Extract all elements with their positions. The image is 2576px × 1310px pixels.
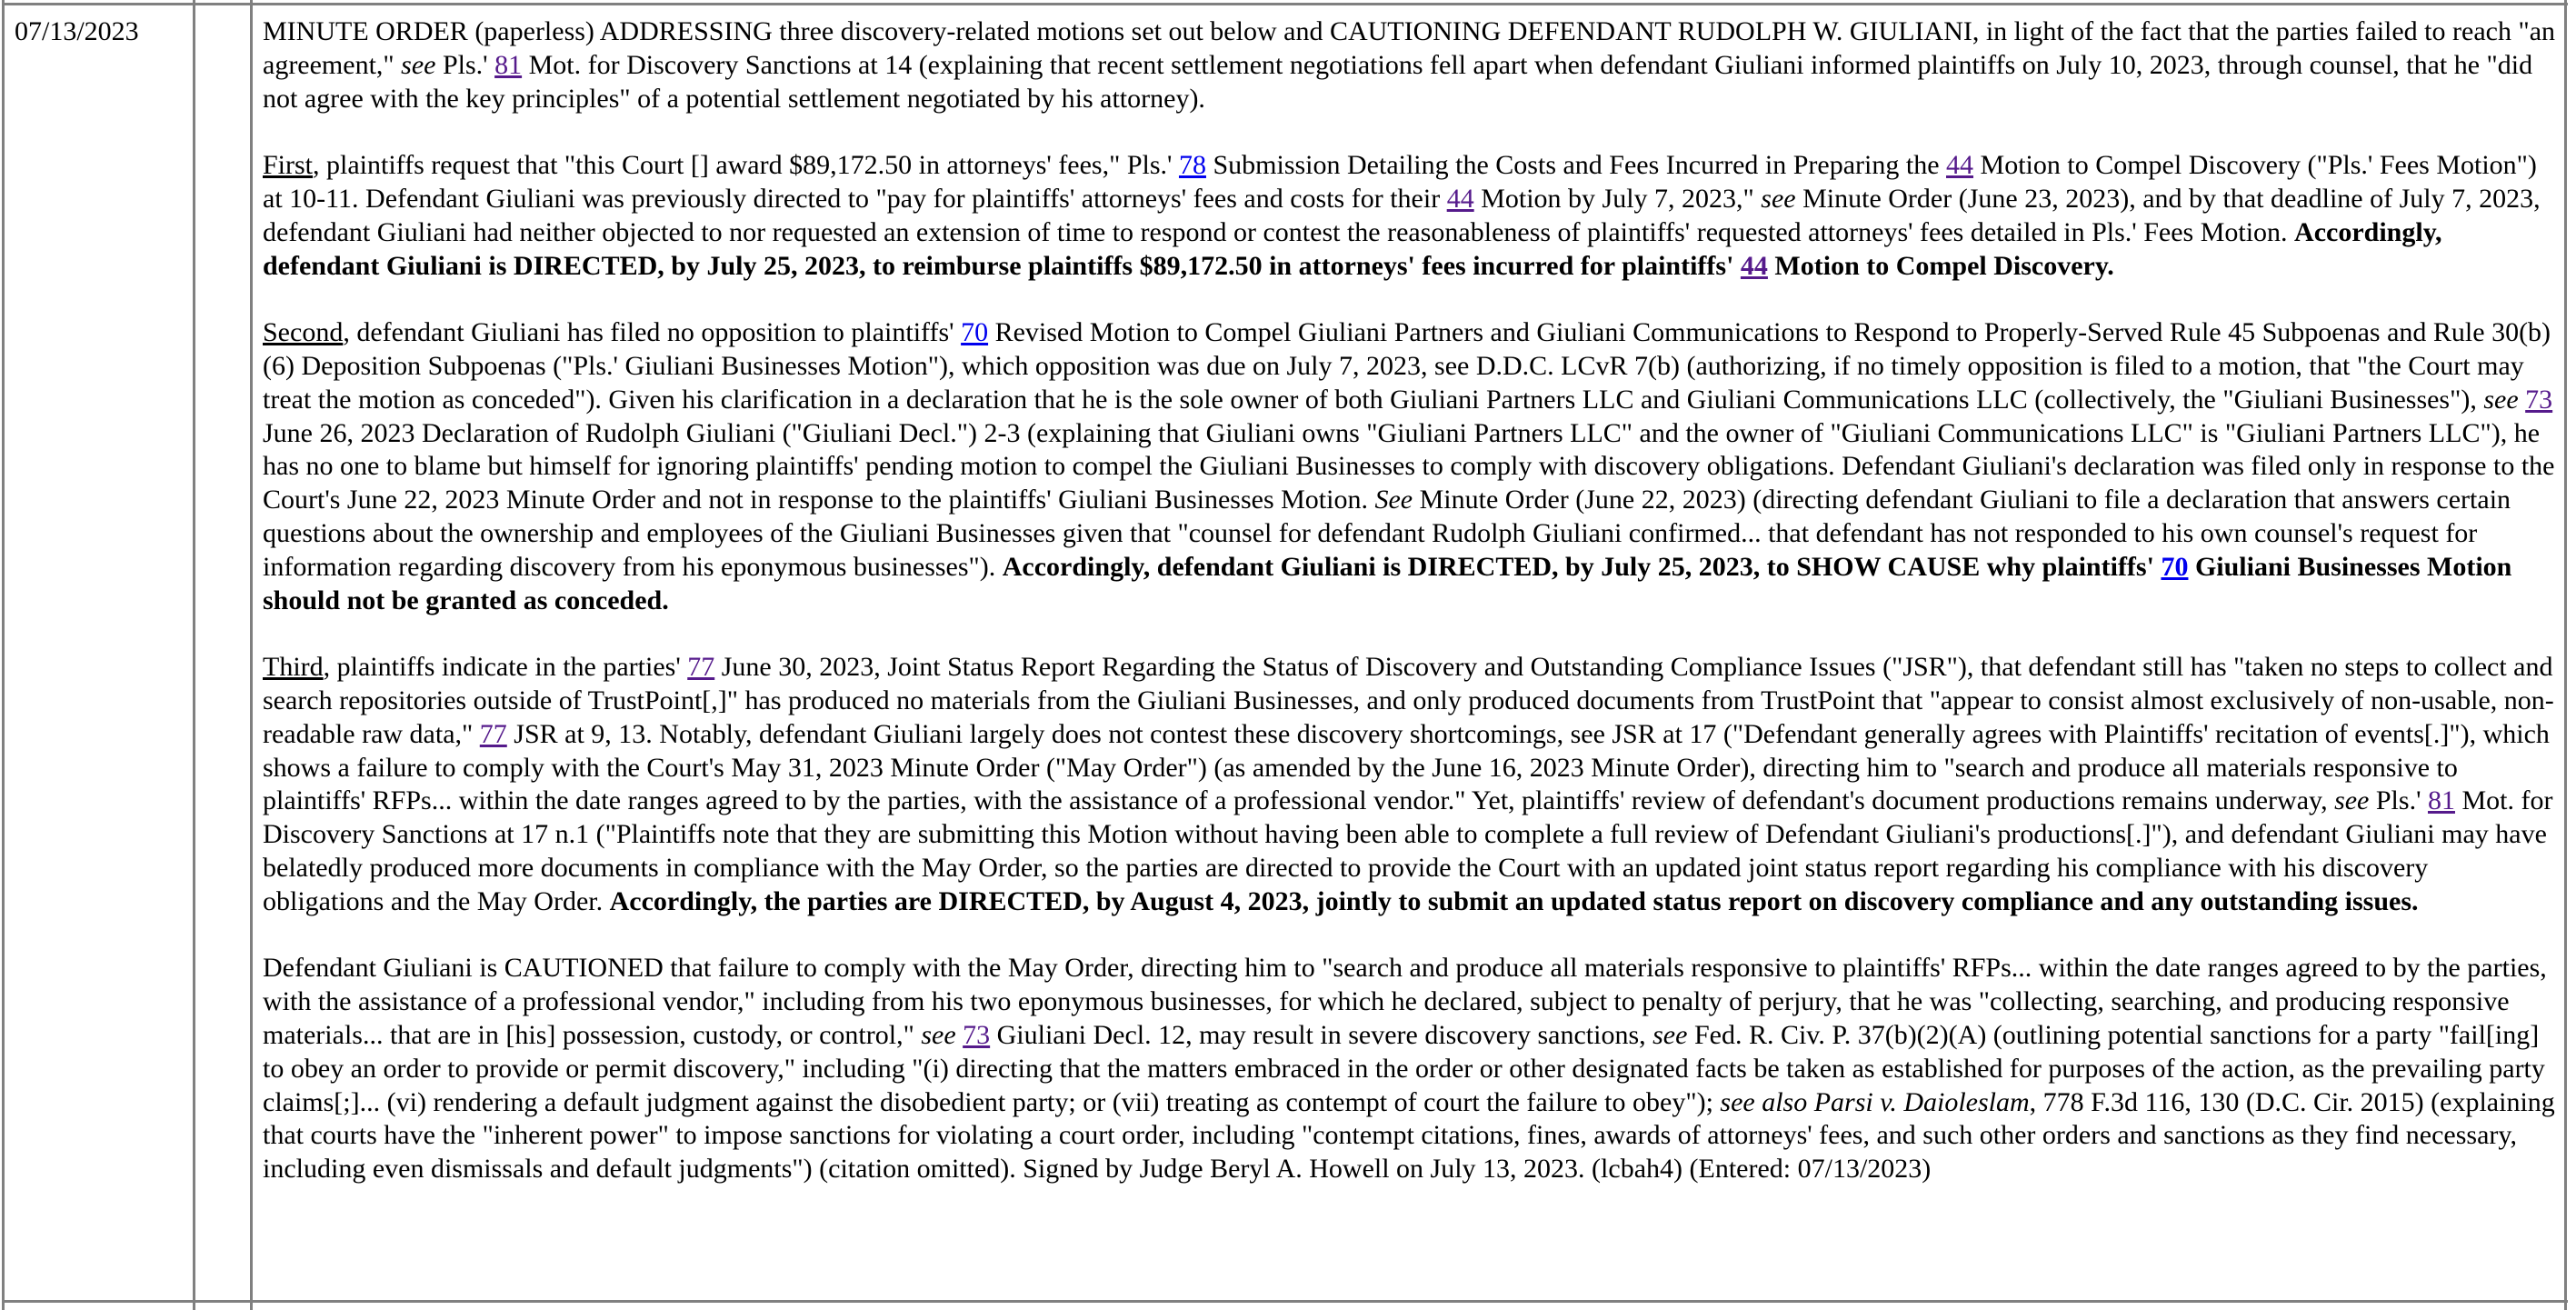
column-divider-number (250, 0, 253, 1310)
docket-entry-row (2, 3, 2568, 1305)
docket-link-44[interactable]: 44 (1446, 183, 1474, 214)
heading-first: First (263, 150, 314, 181)
text: Pls.' (435, 49, 495, 80)
italic-see: See (1374, 485, 1413, 515)
docket-link-73[interactable]: 73 (2525, 384, 2553, 415)
text: , 778 F.3d 116, 130 (D.C. Cir. 2015) (explaining that courts have the "inherent power" to impose sanctions for violating a court order, including "contempt citations, fines, awards of attorneys' fees, and such other orders and sanctions as they find necessary, including even dismissals and default judgments") (citation omitted). Signed by Judge Beryl A. Howell on July 13, 2023. (lcbah4) (Entered: 07/13/2023) (263, 1086, 2555, 1185)
docket-link-78[interactable]: 78 (1178, 150, 1206, 181)
bold-directive: Giuliani Businesses Motion should not be granted as conceded. (263, 551, 2512, 615)
docket-link-70[interactable]: 70 (961, 317, 989, 348)
italic-see: see (921, 1019, 956, 1050)
text: Defendant Giuliani is CAUTIONED that failure to comply with the May Order, directing him to "search and produce all materials responsive to plaintiffs' RFPs... within the date ranges agreed to by the parties, with the assistance of a professional vendor," including from his two eponymous businesses, for which he declared, subject to penalty of perjury, that he was "collecting, searching, and producing responsive materials... that are in [his] possession, custody, or control," (263, 953, 2547, 1050)
text: , plaintiffs request that "this Court [] award $89,172.50 in attorneys' fees," Pls.' (313, 150, 1179, 181)
docket-link-73[interactable]: 73 (963, 1019, 991, 1050)
italic-see: see (401, 49, 436, 80)
text: Giuliani Decl. 12, may result in severe discovery sanctions, (990, 1019, 1653, 1050)
entry-text (263, 15, 2555, 1186)
bold-directive: Accordingly, defendant Giuliani is DIRECTED, by July 25, 2023, to SHOW CAUSE why plaintiffs' (1002, 551, 2162, 582)
italic-see: see (2334, 785, 2370, 816)
column-divider-date (193, 0, 195, 1310)
text: Fed. R. Civ. P. 37(b)(2)(A) (outlining potential sanctions for a party "fail[ing] to obey an order to provide or permit discovery," including "(i) directing that the matters embraced in the order or other designated facts be taken as established for purposes of the action, as the prevailing party claims[;]... (vi) rendering a default judgment against the disobedient party; or (vii) treating as contempt of court the failure to obey"); (263, 1019, 2545, 1117)
text: June 30, 2023, Joint Status Report Regarding the Status of Discovery and Outstanding Compliance Issues ("JSR"), that defendant still has "taken no steps to collect and search repositories outside of TrustPoint[,]" has produced no materials from the Giuliani Businesses, and only produced documents from TrustPoint that "appear to consist almost exclusively of non-usable, non-readable raw data," (263, 652, 2554, 749)
italic-case-citation: see also Parsi v. Daioleslam (1720, 1086, 2030, 1117)
text: MINUTE ORDER (paperless) ADDRESSING three discovery-related motions set out below and CAUTIONING DEFENDANT RUDOLPH W. GIULIANI, in light of the fact that the parties failed to reach "an agreement," (263, 16, 2556, 80)
text: , plaintiffs indicate in the parties' (323, 652, 688, 683)
paragraph-third (263, 651, 2555, 918)
docket-link-77[interactable]: 77 (687, 652, 715, 683)
text: Motion to Compel Discovery ("Pls.' Fees Motion") at 10-11. Defendant Giuliani was previously directed to "pay for plaintiffs' attorneys' fees and costs for their (263, 150, 2537, 214)
paragraph-intro (263, 15, 2555, 115)
table-right-border (2564, 0, 2567, 1310)
text: June 26, 2023 Declaration of Rudolph Giuliani ("Giuliani Decl.") 2-3 (explaining that Giuliani owns "Giuliani Partners LLC" and the owner of "Giuliani Communications LLC" is "Giuliani Partners LLC"), he has no one to blame but himself for ignoring plaintiffs' pending motion to compel the Giuliani Businesses to comply with discovery obligations. Defendant Giuliani's declaration was filed only in response to the Court's June 22, 2023 Minute Order and not in response to the plaintiffs' Giuliani Businesses Motion. (263, 417, 2555, 515)
text: Submission Detailing the Costs and Fees Incurred in Preparing the (1205, 150, 1947, 181)
docket-link-70[interactable]: 70 (2161, 551, 2189, 582)
row-bottom-border (2, 1300, 2568, 1303)
text: Minute Order (June 23, 2023), and by that deadline of July 7, 2023, defendant Giuliani had neither objected to nor requested an extension of time to respond or contest the reasonableness of plaintiffs' requested attorneys' fees detailed in Pls.' Fees Motion. (263, 183, 2541, 247)
italic-see: see (2483, 384, 2519, 415)
text: , defendant Giuliani has filed no opposition to plaintiffs' (343, 317, 962, 348)
table-left-border (2, 0, 5, 1310)
italic-see: see (1761, 183, 1796, 214)
italic-see: see (1652, 1019, 1688, 1050)
paragraph-caution (263, 952, 2555, 1186)
text: Minute Order (June 22, 2023) (directing defendant Giuliani to file a declaration that answers certain questions about the ownership and employees of the Giuliani Businesses given that "counsel for defendant Rudolph Giuliani confirmed... that defendant has not responded to his own counsel's request for information regarding discovery from his eponymous businesses"). (263, 485, 2511, 582)
text: Revised Motion to Compel Giuliani Partners and Giuliani Communications to Respond to Properly-Served Rule 45 Subpoenas and Rule 30(b)(6) Deposition Subpoenas ("Pls.' Giuliani Businesses Motion"), which opposition was due on July 7, 2023, see D.D.C. LCvR 7(b) (authorizing, if no timely opposition is filed to a motion, that "the Court may treat the motion as conceded"). Given his clarification in a declaration that he is the sole owner of both Giuliani Partners LLC and Giuliani Communications LLC (collectively, the "Giuliani Businesses"), (263, 317, 2551, 415)
heading-third: Third (263, 652, 324, 683)
paragraph-first (263, 149, 2555, 283)
text: Pls.' (2369, 785, 2428, 816)
docket-link-77[interactable]: 77 (479, 718, 507, 749)
bold-directive: Accordingly, defendant Giuliani is DIRECTED, by July 25, 2023, to reimburse plaintiffs $89,172.50 in attorneys' fees incurred for plaintiffs' (263, 216, 2442, 281)
text: Motion by July 7, 2023," (1473, 183, 1762, 214)
paragraph-second (263, 316, 2555, 617)
bold-directive: Motion to Compel Discovery. (1767, 250, 2114, 281)
entry-date: 07/13/2023 (15, 16, 139, 46)
text: JSR at 9, 13. Notably, defendant Giuliani largely does not contest these discovery shortcomings, see JSR at 17 ("Defendant generally agrees with Plaintiffs' recitation of events[.]"), which shows a failure to comply with the Court's May 31, 2023 Minute Order ("May Order") (as amended by the June 16, 2023 Minute Order), directing him to "search and produce all materials responsive to plaintiffs' RFPs... within the date ranges agreed to by the parties, with the assistance of a professional vendor." Yet, plaintiffs' review of defendant's document productions remains underway, (263, 718, 2550, 816)
docket-link-44[interactable]: 44 (1740, 250, 1768, 281)
heading-second: Second (263, 317, 344, 348)
text: Mot. for Discovery Sanctions at 17 n.1 ("Plaintiffs note that they are submitting this Motion without having been able to complete a full review of Defendant Giuliani's productions[.]"), and defendant Giuliani may have belatedly produced more documents in compliance with the May Order, so the parties are directed to provide the Court with an updated joint status report regarding his compliance with his discovery obligations and the May Order. (263, 785, 2553, 916)
row-top-border (2, 3, 2568, 5)
docket-link-81[interactable]: 81 (494, 49, 523, 80)
docket-link-44[interactable]: 44 (1946, 150, 1974, 181)
text: Mot. for Discovery Sanctions at 14 (explaining that recent settlement negotiations fell apart when defendant Giuliani informed plaintiffs on July 10, 2023, through counsel, that he "did not agree with the key principles" of a potential settlement negotiated by his attorney). (263, 49, 2533, 114)
bold-directive: Accordingly, the parties are DIRECTED, by August 4, 2023, jointly to submit an updated status report on discovery compliance and any outstanding issues. (609, 885, 2419, 916)
docket-link-81[interactable]: 81 (2427, 785, 2455, 816)
